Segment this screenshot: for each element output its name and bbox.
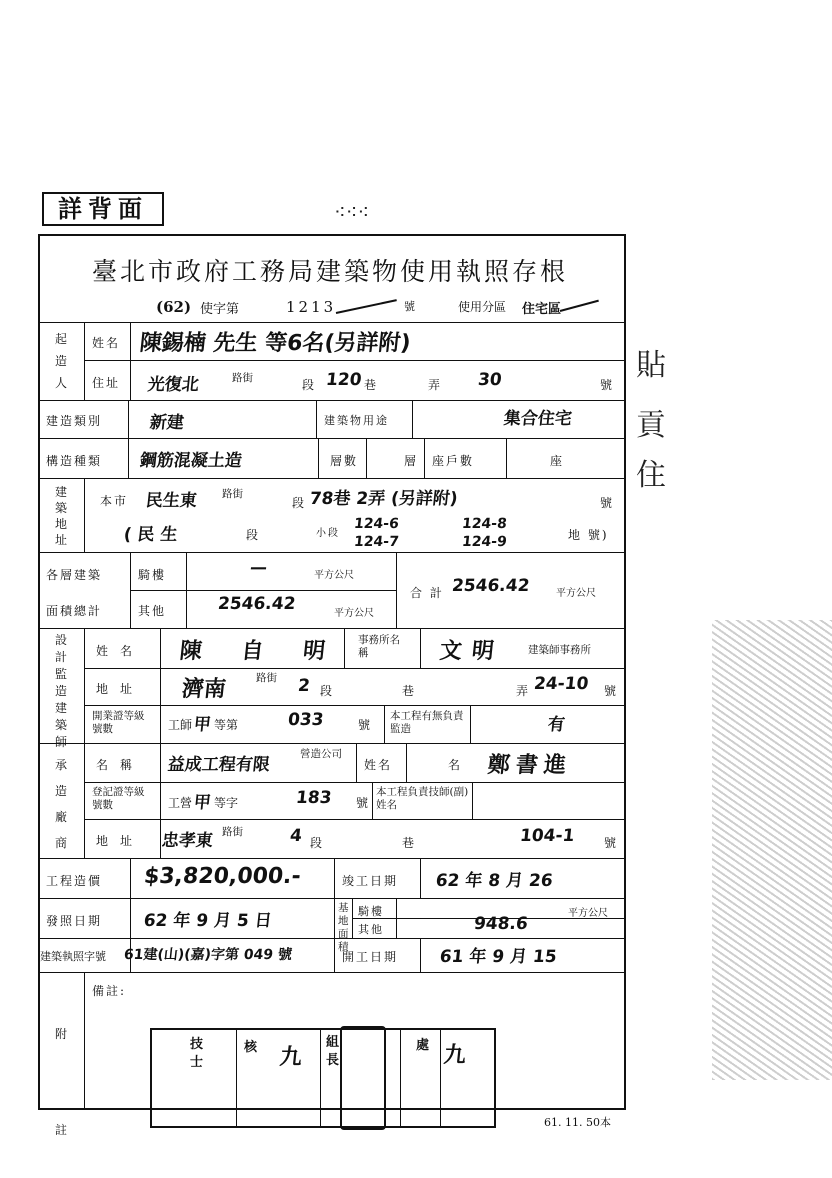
site-road-suffix: 路街 xyxy=(222,488,243,500)
row-rule xyxy=(84,705,626,706)
lot-section-label: 段 xyxy=(246,528,261,542)
col-rule xyxy=(84,628,85,858)
start-label: 開工日期 xyxy=(342,950,399,964)
designer-alley-label: 弄 xyxy=(516,684,531,698)
other-area-unit: 平方公尺 xyxy=(334,608,374,619)
red-seal xyxy=(340,1026,386,1130)
zone-value: 住宅區 xyxy=(522,302,562,317)
contractor-addr-road-suffix: 路街 xyxy=(222,826,243,838)
scan-edge-glyph: 住 xyxy=(636,458,666,493)
contractor-lane-label: 巷 xyxy=(402,836,417,850)
builder-addr-label: 住址 xyxy=(92,376,121,390)
col-rule xyxy=(366,438,367,478)
row-rule xyxy=(38,478,626,479)
builder-lane-value: 120 xyxy=(324,370,363,390)
cost-value: $3,820,000.- xyxy=(142,864,302,889)
stamp-chief: 組長 xyxy=(326,1035,340,1068)
col-rule xyxy=(160,628,161,858)
other-area-label: 其他 xyxy=(138,604,167,618)
lot-number: 124-7 xyxy=(353,534,400,550)
col-rule xyxy=(186,552,187,628)
site-section-label: 建築地址 xyxy=(54,485,67,547)
complete-label: 竣工日期 xyxy=(342,874,399,888)
col-rule xyxy=(396,552,397,628)
reg-prefix: 工營 xyxy=(168,796,193,810)
contractor-name-value: 益成工程有限 xyxy=(166,755,271,775)
permit-label: 建築執照字號 xyxy=(40,950,106,963)
lot-subsection-label: 小段 xyxy=(316,528,340,539)
area-section-label-2: 面積總計 xyxy=(46,604,103,618)
row-rule xyxy=(38,628,626,629)
row-rule xyxy=(38,972,626,973)
stamp-divider xyxy=(320,1028,321,1128)
stamp-sign: 九 xyxy=(442,1043,468,1068)
col-rule xyxy=(128,400,129,478)
stamp-review: 核 xyxy=(244,1040,258,1055)
contractor-no-label: 號 xyxy=(604,836,619,850)
build-use-label: 建築物用途 xyxy=(324,414,389,427)
builder-no-label: 號 xyxy=(600,378,615,392)
license-prefix: 工師 xyxy=(168,718,193,732)
col-rule xyxy=(84,322,85,400)
scan-edge-glyph: 貢 xyxy=(636,408,666,443)
col-rule xyxy=(356,743,357,782)
designer-seg-label: 段 xyxy=(320,684,335,698)
license-suffix: 號 xyxy=(358,718,373,732)
builder-addr-road: 光復北 xyxy=(146,375,200,395)
row-rule xyxy=(38,898,626,899)
remarks-label: 備註: xyxy=(92,984,127,998)
col-rule xyxy=(424,438,425,478)
reg-number: 183 xyxy=(294,788,333,808)
complete-value: 62 年 8 月 26 xyxy=(434,871,554,891)
contractor-name-label: 名稱 xyxy=(96,758,145,772)
row-rule xyxy=(38,438,626,439)
designer-no-label: 號 xyxy=(604,684,619,698)
site-lane-label: 段 xyxy=(292,496,307,510)
firm-value: 文明 xyxy=(438,639,506,664)
col-rule xyxy=(334,858,335,972)
arcade-label: 騎樓 xyxy=(138,568,167,582)
col-rule xyxy=(318,438,319,478)
contractor-person-label-2: 名 xyxy=(448,758,463,772)
builder-addr-no: 30 xyxy=(476,370,503,390)
floors-value: 層 xyxy=(404,454,419,468)
reg-suffix: 號 xyxy=(356,796,371,810)
permit-suffix: 號 xyxy=(404,300,415,313)
cost-label: 工程造價 xyxy=(46,874,103,888)
col-rule xyxy=(470,705,471,743)
col-rule xyxy=(420,938,421,972)
col-rule xyxy=(316,400,317,438)
scan-edge-glyph: 貼 xyxy=(636,348,666,383)
builder-addr-road-suffix: 路街 xyxy=(232,372,253,384)
license-label: 開業證等級號數 xyxy=(92,710,145,735)
stamp-divider xyxy=(400,1028,401,1128)
units-value: 座 xyxy=(550,454,565,468)
site-city: 本市 xyxy=(100,494,129,508)
reg-grade: 甲 xyxy=(192,793,212,813)
scan-noise: ⁖⁖⁖ xyxy=(334,200,370,224)
lot-district: ( 民 生 xyxy=(122,525,179,545)
col-rule xyxy=(130,322,131,400)
remarks-side-label: 附註 xyxy=(54,1027,67,1137)
stamp-divider xyxy=(440,1028,441,1128)
col-rule xyxy=(344,628,345,668)
supervise-label: 本工程有無負責監造 xyxy=(390,710,464,735)
zone-label: 使用分區 xyxy=(458,300,507,314)
contractor-addr-seg: 4 xyxy=(288,826,303,846)
col-rule xyxy=(472,782,473,819)
designer-addr-road-suffix: 路街 xyxy=(256,672,277,684)
issue-value: 62 年 9 月 5 日 xyxy=(142,911,273,931)
designer-addr-seg: 2 xyxy=(296,676,311,696)
col-rule xyxy=(130,552,131,628)
col-rule xyxy=(84,972,85,1110)
row-rule xyxy=(38,743,626,744)
tech-label: 本工程負責技師(副)姓名 xyxy=(376,786,469,811)
designer-name-value: 陳 自 明 xyxy=(178,639,343,664)
stamp-office: 處 xyxy=(416,1038,430,1053)
col-rule xyxy=(372,782,373,819)
col-rule xyxy=(406,743,407,782)
license-grade: 甲 xyxy=(192,715,212,735)
firm-suffix: 建築師事務所 xyxy=(528,644,591,656)
row-rule xyxy=(38,552,626,553)
scan-edge-smudge xyxy=(712,620,832,1080)
other-area-value: 2546.42 xyxy=(216,594,297,614)
contractor-addr-label: 地址 xyxy=(96,834,145,848)
row-rule xyxy=(38,938,626,939)
lot-number: 124-6 xyxy=(353,516,400,532)
col-rule xyxy=(420,858,421,898)
builder-lane-label: 段 xyxy=(302,378,317,392)
structure-value: 鋼筋混凝土造 xyxy=(138,451,243,471)
form-footer-code: 61. 11. 50本 xyxy=(544,1116,611,1129)
contractor-person-label: 姓名 xyxy=(364,758,393,772)
stamp-sign: 九 xyxy=(278,1045,304,1070)
site-no-label: 號 xyxy=(600,496,615,510)
col-rule xyxy=(352,898,353,938)
form-frame xyxy=(38,234,626,1110)
build-type-value: 新建 xyxy=(148,413,185,433)
col-rule xyxy=(420,628,421,668)
designer-section-label: 設計監造建築師 xyxy=(54,633,67,749)
lot-number: 124-8 xyxy=(461,516,508,532)
arcade-value: — xyxy=(248,558,269,578)
permit-number: 1213 xyxy=(286,298,337,316)
row-rule xyxy=(84,782,626,783)
row-rule xyxy=(38,322,626,323)
designer-addr-no: 24-10 xyxy=(532,674,590,694)
row-rule xyxy=(38,400,626,401)
row-rule xyxy=(84,668,626,669)
base-other-label: 其他 xyxy=(358,923,384,936)
issue-label: 發照日期 xyxy=(46,914,103,928)
contractor-person-value: 鄭書進 xyxy=(486,753,574,778)
contractor-section-label: 承造廠商 xyxy=(54,758,67,850)
detail-back-tag: 詳背面 xyxy=(42,192,164,226)
form-title: 臺北市政府工務局建築物使用執照存根 xyxy=(91,257,568,286)
designer-lane-label: 巷 xyxy=(402,684,417,698)
reg-mid: 等字 xyxy=(214,796,239,810)
designer-name-label: 姓名 xyxy=(96,644,145,658)
total-area-unit: 平方公尺 xyxy=(556,588,596,599)
site-road: 民生東 xyxy=(144,491,198,511)
designer-addr-road: 濟南 xyxy=(180,677,228,702)
contractor-name-suffix: 營造公司 xyxy=(300,748,342,760)
reg-label: 登記證等級號數 xyxy=(92,786,145,811)
stamp-divider xyxy=(236,1028,237,1128)
supervise-value: 有 xyxy=(546,715,566,735)
permit-prefix: 使字第 xyxy=(200,302,240,317)
builder-alley2-label: 弄 xyxy=(428,378,443,392)
base-area-value: 948.6 xyxy=(472,914,529,934)
units-label: 座戶數 xyxy=(432,454,475,468)
row-rule xyxy=(130,590,396,591)
arcade-unit: 平方公尺 xyxy=(314,570,354,581)
base-area-unit: 平方公尺 xyxy=(568,908,608,919)
site-lane-text: 78巷 2弄 (另詳附) xyxy=(308,489,459,509)
stamp-tech: 技士 xyxy=(190,1037,204,1070)
row-rule xyxy=(84,360,626,361)
structure-label: 構造種類 xyxy=(46,454,103,468)
year-label: (62) xyxy=(156,298,192,316)
col-rule xyxy=(84,478,85,552)
designer-addr-label: 地址 xyxy=(96,682,145,696)
total-area-label: 合 計 xyxy=(410,586,444,600)
contractor-seg-label: 段 xyxy=(310,836,325,850)
floors-label: 層數 xyxy=(330,454,359,468)
col-rule xyxy=(412,400,413,438)
builder-name-value: 陳錫楠 先生 等6名(另詳附) xyxy=(138,331,412,356)
lot-label: 地 號) xyxy=(568,528,609,542)
builder-name-label: 姓名 xyxy=(92,336,121,350)
row-rule xyxy=(84,819,626,820)
firm-label: 事務所名稱 xyxy=(358,634,400,659)
builder-alley-label: 巷 xyxy=(364,378,379,392)
contractor-addr-no: 104-1 xyxy=(518,826,576,846)
start-value: 61 年 9 月 15 xyxy=(438,947,558,967)
build-use-value: 集合住宅 xyxy=(502,409,573,429)
license-number: 033 xyxy=(286,710,325,730)
build-type-label: 建造類別 xyxy=(46,414,103,428)
lot-number: 124-9 xyxy=(461,534,508,550)
col-rule xyxy=(384,705,385,743)
license-mid: 等第 xyxy=(214,718,239,732)
col-rule xyxy=(396,898,397,938)
total-area-value: 2546.42 xyxy=(450,576,531,596)
builder-section-label: 起造人 xyxy=(54,332,67,390)
base-arcade-label: 騎樓 xyxy=(358,905,384,918)
contractor-addr-road: 忠孝東 xyxy=(160,831,214,851)
area-section-label-1: 各層建築 xyxy=(46,568,103,582)
base-area-label: 基地面積 xyxy=(338,902,349,953)
row-rule xyxy=(38,858,626,859)
permit-value: 61建(山)(嘉)字第 049 號 xyxy=(123,947,293,963)
col-rule xyxy=(506,438,507,478)
